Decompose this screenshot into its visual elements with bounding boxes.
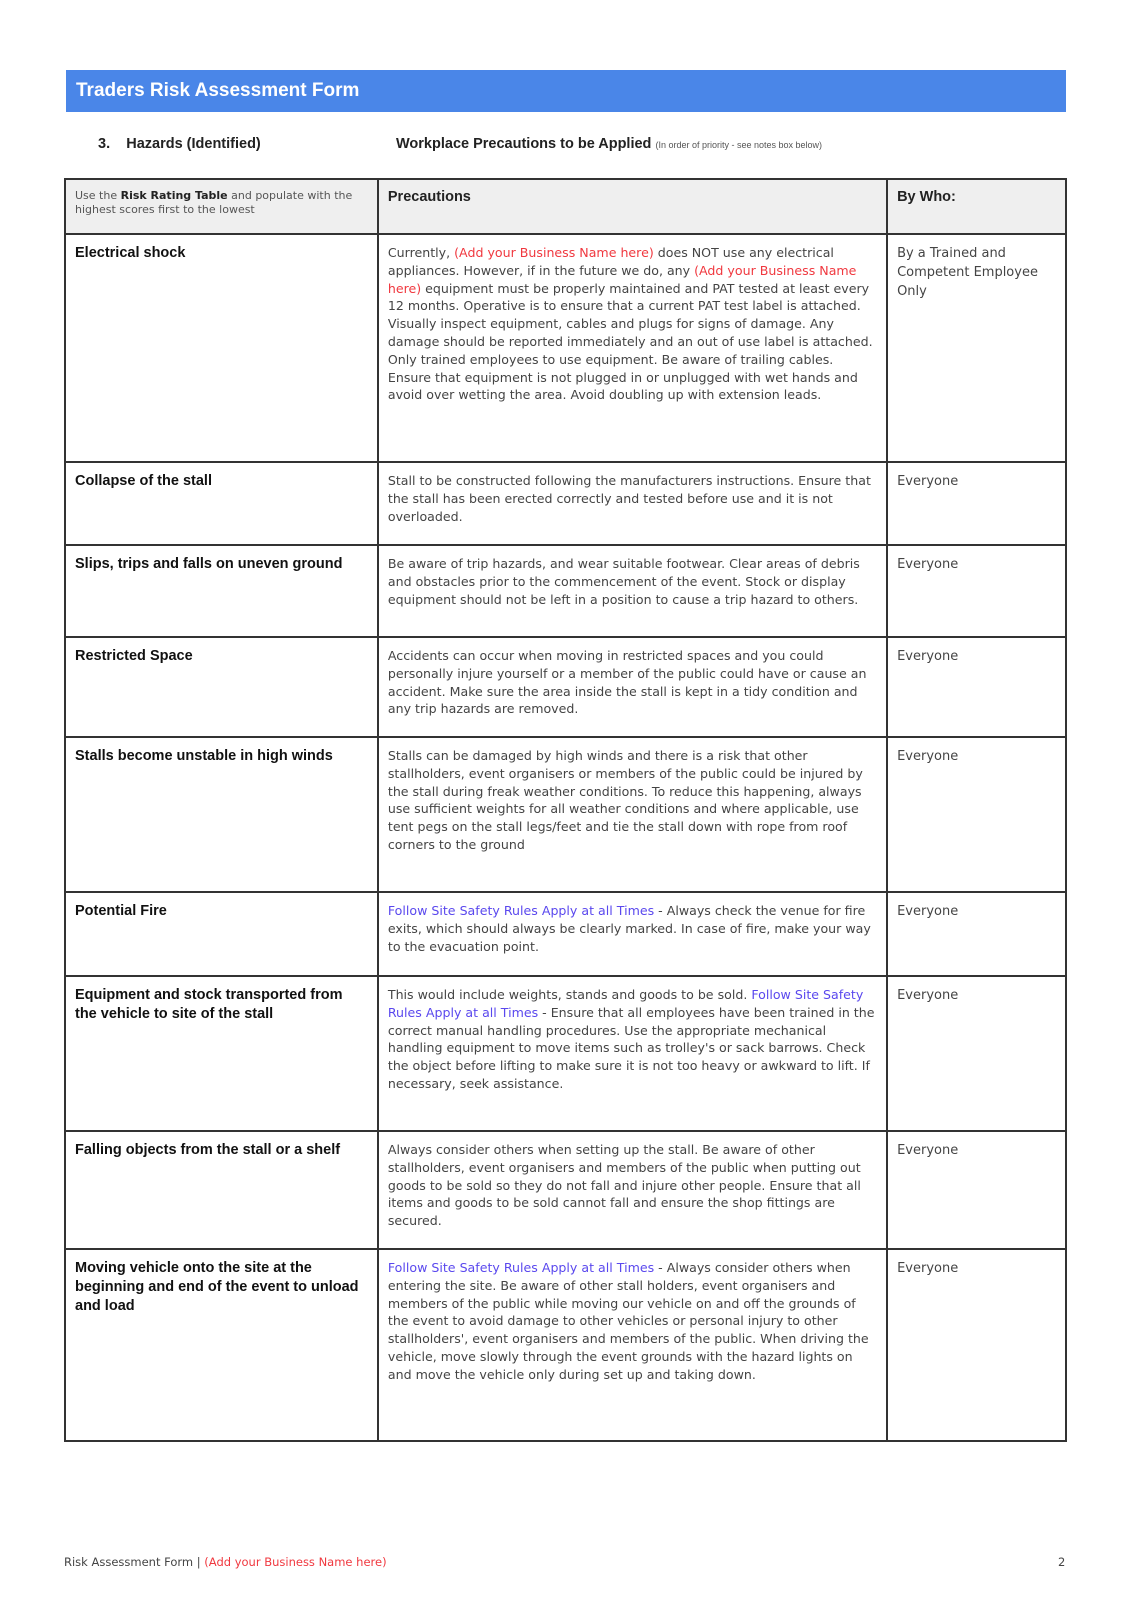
hazard-cell: Potential Fire [65,892,378,976]
hazard-cell: Restricted Space [65,637,378,737]
hazard-cell: Moving vehicle onto the site at the beginning and end of the event to unload and load [65,1249,378,1441]
hazard-cell: Collapse of the stall [65,462,378,545]
precautions-cell [378,545,887,637]
hazard-cell: Falling objects from the stall or a shelf [65,1131,378,1249]
table-row [65,892,1066,976]
precautions-cell [378,737,887,892]
by-who-cell: Everyone [887,462,1066,545]
by-who-cell: Everyone [887,637,1066,737]
business-name-placeholder: (Add your Business Name here) [387,262,857,296]
precaution-text: This would include weights, stands and goods to be sold. [387,987,752,1002]
form-title: Traders Risk Assessment Form [66,70,1066,112]
risk-rating-table-ref: Risk Rating Table [120,189,228,202]
hazard-cell: Equipment and stock transported from the vehicle to site of the stall [65,976,378,1131]
precaution-text: Always consider others when setting up the stall. Be aware of other stallholders, event organisers and members of the public when putting out goods to be sold so they do not fall and injure other people. Ensure that all items and goods to be sold cannot fall and ensure the shop fittings are secured. [387,1142,861,1229]
section-number: 3. [98,136,111,152]
site-safety-rules-link[interactable]: Follow Site Safety Rules Apply at all Times [387,987,864,1020]
precaution-text: equipment must be properly maintained and PAT tested at least every 12 months. Operative is to ensure that a current PAT test label is attached. Visually inspect equipment, cables and plugs for signs of damage. Any damage should be reported immediately and an out of use label is attached. Only trained employees to use equipment. Be aware of trailing cables. Ensure that equipment is not plugged in or unplugged with wet hands and avoid over wetting the area. Avoid doubling up with extension leads. [387,280,873,403]
table-row [65,976,1066,1131]
by-who-header: By Who: [887,179,1066,234]
hint-text: Use the [75,189,121,202]
by-who-cell: Everyone [887,545,1066,637]
section-heading [98,136,261,152]
precautions-cell [378,462,887,545]
precautions-title: Workplace Precautions to be Applied [396,136,652,152]
table-row [65,1249,1066,1441]
precautions-cell [378,976,887,1131]
section-label: Hazards (Identified) [126,136,261,152]
precautions-cell [378,1249,887,1441]
business-name-placeholder: (Add your Business Name here) [454,245,654,260]
table-row [65,234,1066,462]
precaution-text: Stall to be constructed following the manufacturers instructions. Ensure that the stall has been erected correctly and tested before use and it is not overloaded. [387,473,871,524]
hint-header [65,179,378,234]
page-number: 2 [1058,1555,1066,1569]
by-who-cell: Everyone [887,1249,1066,1441]
table-header-row [65,179,1066,234]
precaution-text: does NOT use any electrical appliances. However, if in the future we do, any [387,245,834,278]
precaution-text: - Always consider others when entering the site. Be aware of other stall holders, event organisers and members of the public while moving our vehicle on and off the grounds of the event to avoid damage to other vehicles or personal injury to other stallholders', event organisers and members of the public. When driving the vehicle, move slowly through the event grounds with the hazard lights on and move the vehicle only during set up and taking down. [387,1260,869,1382]
precaution-text: Currently, [387,245,455,260]
precaution-text: - Ensure that all employees have been trained in the correct manual handling procedures. Use the appropriate mechanical handling equipment to move items such as trolley's or sack barrows. Check the object before lifting to make sure it is not too heavy or awkward to lift. If necessary, seek assistance. [387,1004,875,1091]
precautions-cell [378,637,887,737]
precaution-text: Be aware of trip hazards, and wear suitable footwear. Clear areas of debris and obstacles prior to the commencement of the event. Stock or display equipment should not be left in a position to cause a trip hazard to others. [387,556,860,607]
hazard-cell: Slips, trips and falls on uneven ground [65,545,378,637]
hazard-cell: Stalls become unstable in high winds [65,737,378,892]
footer-label: Risk Assessment Form | [64,1555,205,1569]
precaution-text: Accidents can occur when moving in restricted spaces and you could personally injure yourself or a member of the public could have or cause an accident. Make sure the area inside the stall is kept in a tidy condition and any trip hazards are removed. [387,648,867,717]
precautions-cell [378,234,887,462]
precaution-text: - Always check the venue for fire exits, which should always be clearly marked. In case of fire, make your way to the evacuation point. [387,903,871,954]
table-row [65,545,1066,637]
precautions-note: (In order of priority - see notes box below) [655,140,823,150]
hazard-cell: Electrical shock [65,234,378,462]
precautions-cell [378,1131,887,1249]
precaution-text: Stalls can be damaged by high winds and there is a risk that other stallholders, event organisers or members of the public could be injured by the stall during freak weather conditions. To reduce this happening, always use sufficient weights for all weather conditions and where applicable, use tent pegs on the stall legs/feet and tie the stall down with rope from roof corners to the ground [387,748,863,852]
site-safety-rules-link[interactable]: Follow Site Safety Rules Apply at all Times [387,1260,655,1275]
hazards-table [64,178,1067,1442]
table-row [65,462,1066,545]
by-who-cell: By a Trained and Competent Employee Only [887,234,1066,462]
table-row [65,1131,1066,1249]
table-row [65,737,1066,892]
by-who-cell: Everyone [887,1131,1066,1249]
precautions-heading [396,136,822,152]
footer [64,1555,387,1569]
precautions-header: Precautions [378,179,887,234]
by-who-cell: Everyone [887,737,1066,892]
precautions-cell [378,892,887,976]
by-who-cell: Everyone [887,976,1066,1131]
table-row [65,637,1066,737]
footer-business-name: (Add your Business Name here) [204,1555,387,1569]
by-who-cell: Everyone [887,892,1066,976]
site-safety-rules-link[interactable]: Follow Site Safety Rules Apply at all Times [387,903,655,918]
hint-text: and populate with the highest scores first to the lowest [75,189,353,216]
